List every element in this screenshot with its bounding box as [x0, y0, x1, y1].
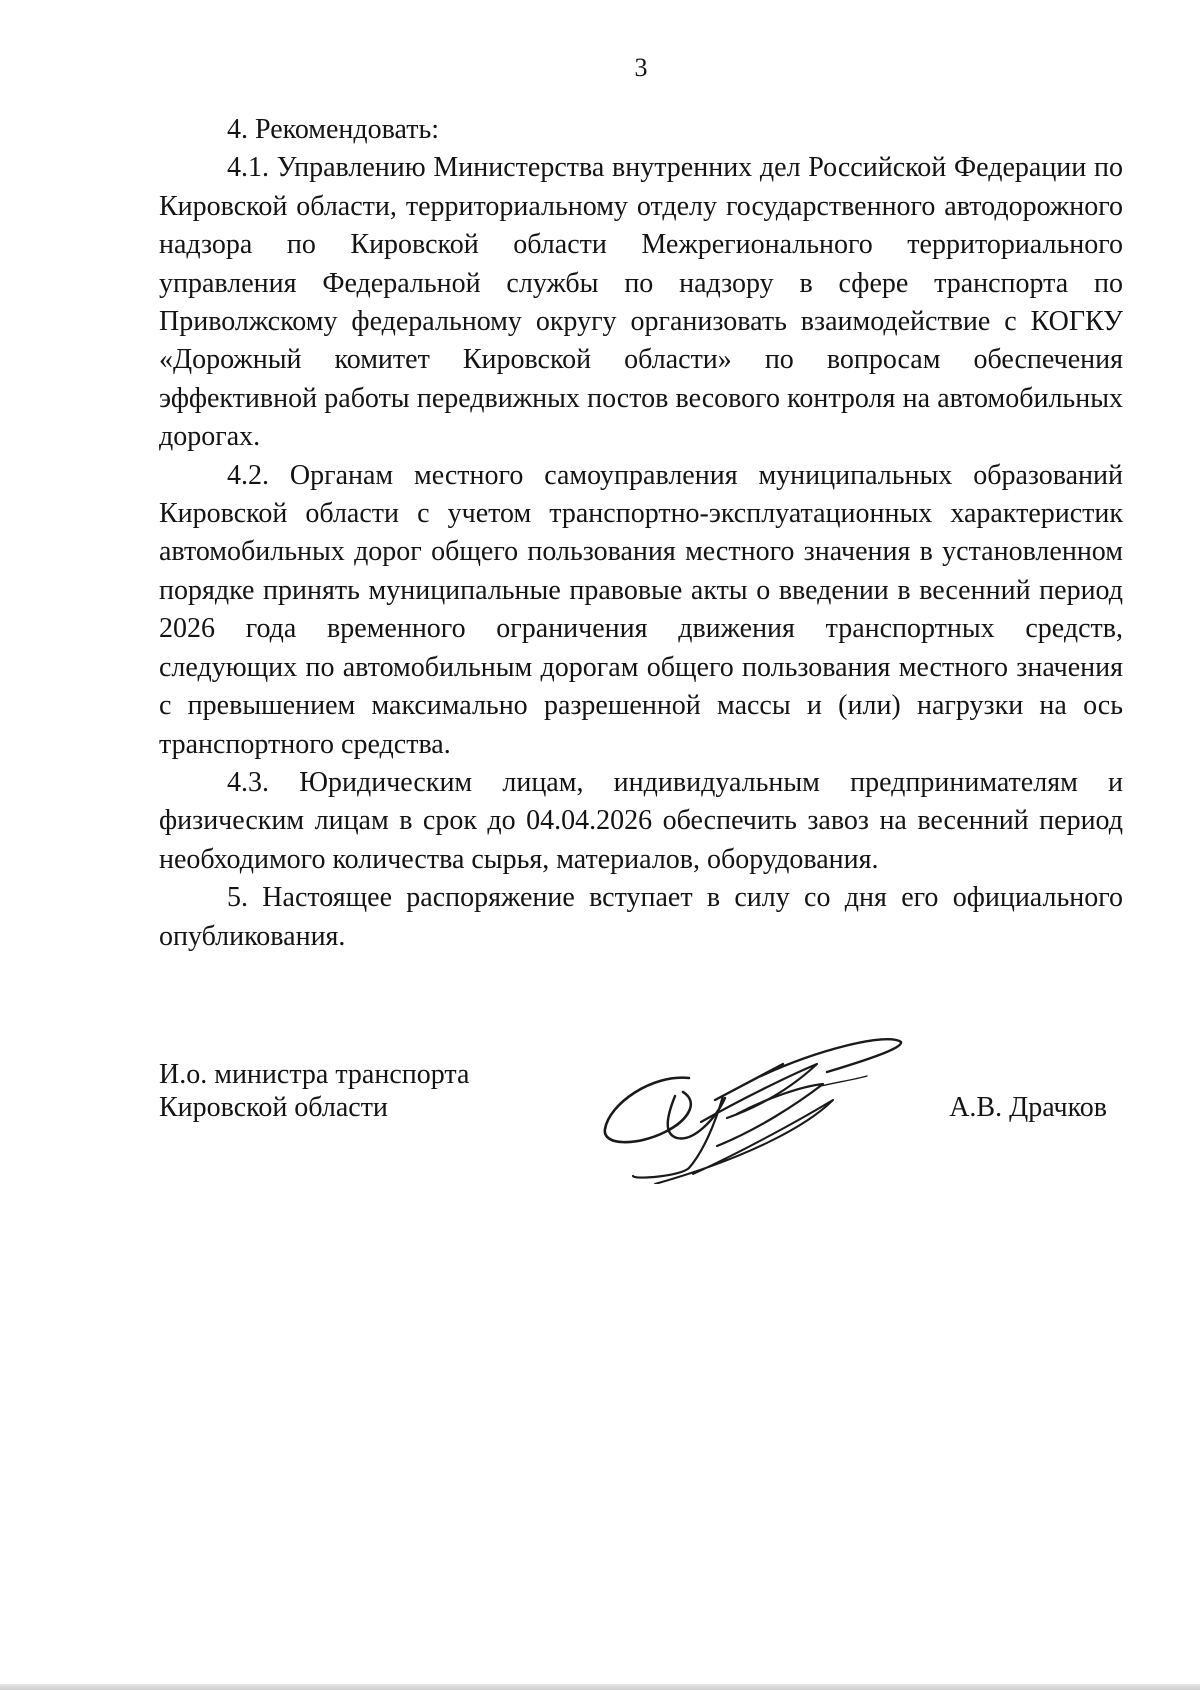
handwritten-signature-icon [597, 1034, 977, 1184]
paragraph-4-1: 4.1. Управлению Министерства внутренних дел Российской Федерации по Кировской области, территориальному отделу государственного автодорожного надзора по Кировской области Межрегионального территориального управления Федеральной службы по надзору в сфере транспорта по Приволжскому федеральному округу организовать взаимодействие с КОГКУ «Дорожный комитет Кировской области» по вопросам обеспечения эффективной работы передвижных постов весового контроля на автомобильных дорогах. [159, 152, 1123, 453]
paragraph-4-2: 4.2. Органам местного самоуправления муниципальных образований Кировской области с учетом транспортно-эксплуатационных характеристик автомобильных дорог общего пользования местного значения в установленном порядке принять муниципальные правовые акты о введении в весенний период 2026 года временного ограничения движения транспортных средств, следующих по автомобильным дорогам общего пользования местного значения с превышением максимально разрешенной массы и (или) нагрузки на ось транспортного средства. [159, 459, 1123, 760]
signatory-name: А.В. Драчков [949, 1092, 1107, 1123]
paragraph-4-recommend: 4. Рекомендовать: [227, 114, 439, 145]
signature-block [159, 1058, 1123, 1178]
signatory-position-line-1: И.о. министра транспорта [159, 1059, 470, 1090]
signatory-position-line-2: Кировской области [159, 1092, 388, 1123]
paragraph-4-3: 4.3. Юридическим лицам, индивидуальным предпринимателям и физическим лицам в срок до 04.04.2026 обеспечить завоз на весенний период необходимого количества сырья, материалов, оборудования. [159, 766, 1123, 875]
document-body [159, 111, 1123, 956]
signatory-position [159, 1058, 469, 1124]
paragraph-5: 5. Настоящее распоряжение вступает в силу со дня его официального опубликования. [159, 882, 1123, 952]
scan-bottom-edge [0, 1684, 1200, 1690]
page-number: 3 [634, 53, 648, 82]
